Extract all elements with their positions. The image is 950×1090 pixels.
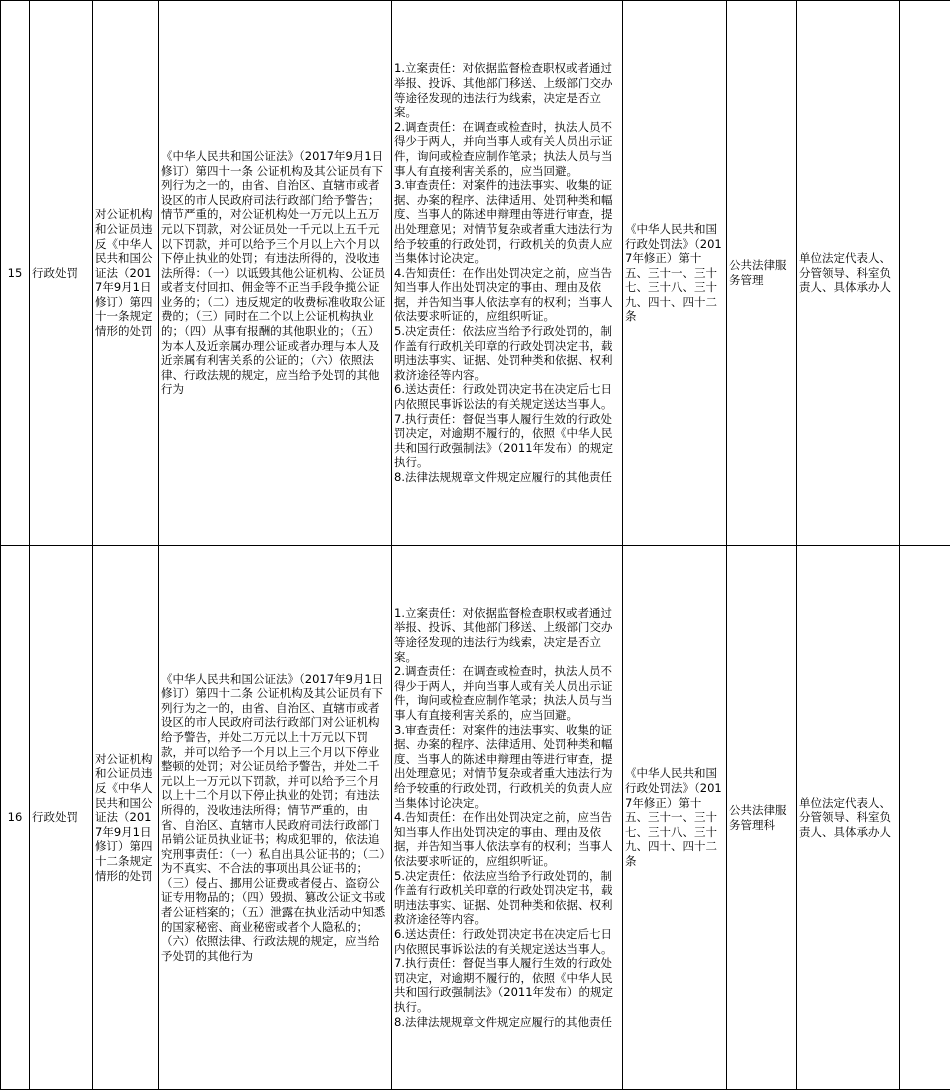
- responsibility-list: [392, 546, 623, 1090]
- responsibility-item: 8.法律法规规章文件规定应履行的其他责任: [394, 470, 620, 485]
- responsibility-item: 2.调查责任：在调查或检查时，执法人员不得少于两人，并向当事人或有关人员出示证件，询问或检查应制作笔录；执法人员与当事人有直接利害关系的，应当回避。: [394, 664, 620, 722]
- responsible-department: 公共法律服务管理: [727, 1, 797, 546]
- responsibility-item: 6.送达责任：行政处罚决定书在决定后七日内依照民事诉讼法的有关规定送达当事人。: [394, 382, 620, 411]
- responsibility-item: 5.决定责任：依法应当给予行政处罚的，制作盖有行政机关印章的行政处罚决定书，载明违法事实、证据、处罚种类和依据、权利救济途径等内容。: [394, 869, 620, 927]
- responsibility-item: 2.调查责任：在调查或检查时，执法人员不得少于两人，并向当事人或有关人员出示证件，询问或检查应制作笔录；执法人员与当事人有直接利害关系的，应当回避。: [394, 120, 620, 178]
- power-item: 对公证机构和公证员违反《中华人民共和国公证法（2017年9月1日修订）第四十一条规定情形的处罚: [93, 1, 159, 546]
- legal-basis: 《中华人民共和国公证法》（2017年9月1日修订）第四十一条 公证机构及其公证员有下列行为之一的，由省、自治区、直辖市或者设区的市人民政府司法行政部门给予警告；情节严重的，对公证机构处一万元以上五万元以下罚款，对公证员处一千元以上五千元以下罚款，并可以给予三个月以上六个月以下停止执业的处罚；有违法所得的，没收违法所得：（一）以诋毁其他公证机构、公证员或者支付回扣、佣金等不正当手段争揽公证业务的；（二）违反规定的收费标准收取公证费的；（三）同时在二个以上公证机构执业的；（四）从事有报酬的其他职业的；（五）为本人及近亲属办理公证或者办理与本人及近亲属有利害关系的公证的；（六）依照法律、行政法规的规定，应当给予处罚的其他行为: [159, 1, 392, 546]
- responsibility-item: 7.执行责任：督促当事人履行生效的行政处罚决定，对逾期不履行的，依照《中华人民共和国行政强制法》（2011年发布）的规定执行。: [394, 412, 620, 470]
- responsibility-item: 1.立案责任：对依据监督检查职权或者通过举报、投诉、其他部门移送、上级部门交办等途径发现的违法行为线索，决定是否立案。: [394, 61, 620, 119]
- responsibility-item: 4.告知责任：在作出处罚决定之前，应当告知当事人作出处罚决定的事由、理由及依据，并告知当事人依法享有的权利；当事人依法要求听证的，应组织听证。: [394, 810, 620, 868]
- power-item: 对公证机构和公证员违反《中华人民共和国公证法（2017年9月1日修订）第四十二条规定情形的处罚: [93, 546, 159, 1090]
- responsible-subject: 单位法定代表人、分管领导、科室负责人、具体承办人: [797, 546, 900, 1090]
- table-row: [1, 546, 950, 1090]
- power-type: 行政处罚: [30, 1, 93, 546]
- power-type: 行政处罚: [30, 546, 93, 1090]
- responsibility-item: 5.决定责任：依法应当给予行政处罚的，制作盖有行政机关印章的行政处罚决定书，载明违法事实、证据、处罚种类和依据、权利救济途径等内容。: [394, 324, 620, 382]
- responsibility-item: 3.审查责任：对案件的违法事实、收集的证据、办案的程序、法律适用、处罚种类和幅度、当事人的陈述申辩理由等进行审查，提出处理意见；对情节复杂或者重大违法行为给予较重的行政处罚，行政机关的负责人应当集体讨论决定。: [394, 178, 620, 266]
- responsibility-list: [392, 1, 623, 546]
- empty-cell: [900, 1, 950, 546]
- empty-cell: [900, 546, 950, 1090]
- responsibility-basis: 《中华人民共和国行政处罚法》（2017年修正）第十五、三十一、三十七、三十八、三十九、四十、四十二条: [623, 1, 727, 546]
- legal-basis: 《中华人民共和国公证法》（2017年9月1日修订）第四十二条 公证机构及其公证员有下列行为之一的，由省、自治区、直辖市或者设区的市人民政府司法行政部门对公证机构给予警告，并处二万元以上十万元以下罚款，并可以给予一个月以上三个月以下停业整顿的处罚；对公证员给予警告，并处二千元以上一万元以下罚款，并可以给予三个月以上十二个月以下停止执业的处罚；有违法所得的，没收违法所得；情节严重的，由省、自治区、直辖市人民政府司法行政部门吊销公证员执业证书；构成犯罪的，依法追究刑事责任：（一）私自出具公证书的；（二）为不真实、不合法的事项出具公证书的；（三）侵占、挪用公证费或者侵占、盗窃公证专用物品的；（四）毁损、篡改公证文书或者公证档案的；（五）泄露在执业活动中知悉的国家秘密、商业秘密或者个人隐私的；（六）依照法律、行政法规的规定，应当给予处罚的其他行为: [159, 546, 392, 1090]
- responsible-department: 公共法律服务管理科: [727, 546, 797, 1090]
- responsibility-basis: 《中华人民共和国行政处罚法》（2017年修正）第十五、三十一、三十七、三十八、三十九、四十、四十二条: [623, 546, 727, 1090]
- row-number: 16: [1, 546, 30, 1090]
- responsibility-item: 8.法律法规规章文件规定应履行的其他责任: [394, 1015, 620, 1030]
- responsibility-item: 3.审查责任：对案件的违法事实、收集的证据、办案的程序、法律适用、处罚种类和幅度、当事人的陈述申辩理由等进行审查，提出处理意见；对情节复杂或者重大违法行为给予较重的行政处罚，行政机关的负责人应当集体讨论决定。: [394, 723, 620, 811]
- responsibility-item: 6.送达责任：行政处罚决定书在决定后七日内依照民事诉讼法的有关规定送达当事人。: [394, 927, 620, 956]
- responsibility-item: 1.立案责任：对依据监督检查职权或者通过举报、投诉、其他部门移送、上级部门交办等途径发现的违法行为线索，决定是否立案。: [394, 606, 620, 664]
- responsible-subject: 单位法定代表人、分管领导、科室负责人、具体承办人: [797, 1, 900, 546]
- table-row: [1, 1, 950, 546]
- row-number: 15: [1, 1, 30, 546]
- responsibility-item: 7.执行责任：督促当事人履行生效的行政处罚决定，对逾期不履行的，依照《中华人民共和国行政强制法》（2011年发布）的规定执行。: [394, 956, 620, 1014]
- responsibility-item: 4.告知责任：在作出处罚决定之前，应当告知当事人作出处罚决定的事由、理由及依据，并告知当事人依法享有的权利；当事人依法要求听证的，应组织听证。: [394, 266, 620, 324]
